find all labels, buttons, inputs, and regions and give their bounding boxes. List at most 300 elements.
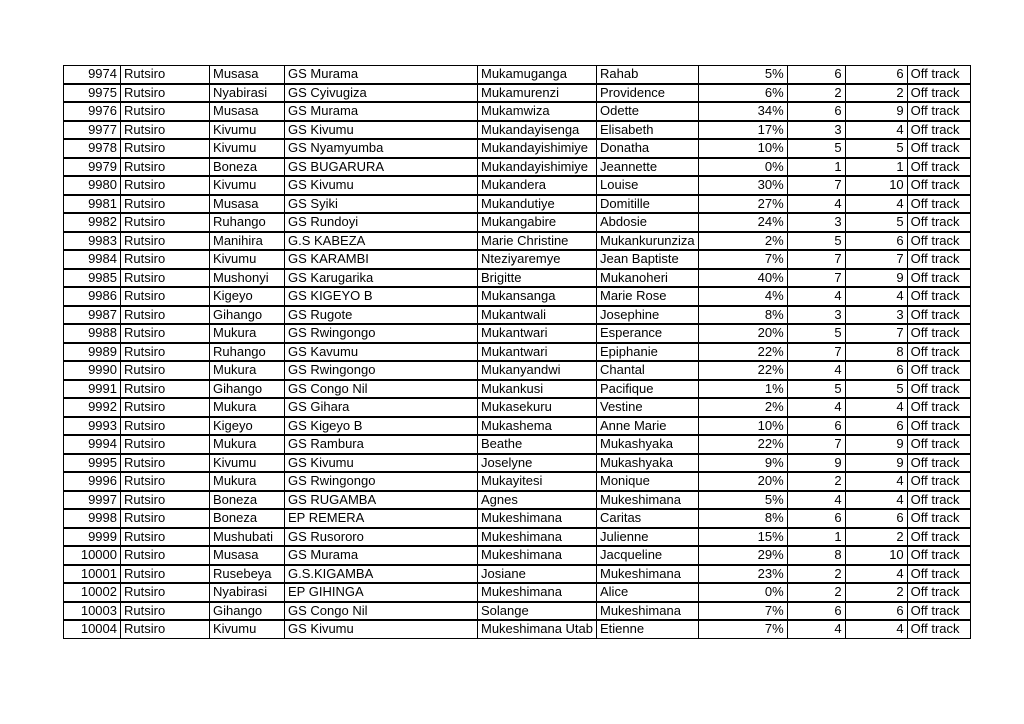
cell-percent: 1% [699,380,788,399]
cell-school: GS KARAMBI [285,250,478,269]
cell-sector: Boneza [210,509,285,528]
cell-name_a: Mukantwali [478,306,597,325]
cell-status: Off track [908,454,971,473]
cell-sector: Ruhango [210,213,285,232]
cell-value_2: 7 [846,250,908,269]
cell-id: 9993 [63,417,121,436]
cell-value_2: 4 [846,195,908,214]
cell-value_1: 2 [788,84,846,103]
cell-district: Rutsiro [121,398,210,417]
cell-school: GS Congo Nil [285,602,478,621]
table-row [63,583,971,602]
cell-percent: 0% [699,583,788,602]
cell-name_b: Vestine [597,398,699,417]
cell-name_a: Mukantwari [478,324,597,343]
cell-sector: Mushonyi [210,269,285,288]
cell-status: Off track [908,472,971,491]
cell-percent: 20% [699,324,788,343]
cell-value_2: 2 [846,528,908,547]
cell-value_1: 5 [788,232,846,251]
cell-sector: Musasa [210,546,285,565]
cell-sector: Manihira [210,232,285,251]
cell-name_b: Odette [597,102,699,121]
cell-district: Rutsiro [121,491,210,510]
cell-district: Rutsiro [121,195,210,214]
cell-value_2: 10 [846,546,908,565]
cell-value_2: 6 [846,602,908,621]
cell-name_b: Anne Marie [597,417,699,436]
table-row [63,398,971,417]
cell-value_1: 6 [788,102,846,121]
cell-school: GS KIGEYO B [285,287,478,306]
cell-status: Off track [908,84,971,103]
cell-id: 10002 [63,583,121,602]
cell-name_b: Etienne [597,620,699,639]
cell-percent: 2% [699,232,788,251]
cell-percent: 7% [699,620,788,639]
cell-value_2: 4 [846,121,908,140]
cell-sector: Mukura [210,361,285,380]
cell-percent: 0% [699,158,788,177]
cell-name_a: Beathe [478,435,597,454]
cell-value_2: 9 [846,435,908,454]
cell-school: GS Kivumu [285,176,478,195]
cell-district: Rutsiro [121,472,210,491]
cell-status: Off track [908,102,971,121]
cell-sector: Gihango [210,306,285,325]
cell-sector: Nyabirasi [210,84,285,103]
cell-id: 9991 [63,380,121,399]
cell-percent: 4% [699,287,788,306]
school-data-table [63,65,971,639]
cell-status: Off track [908,583,971,602]
cell-id: 9984 [63,250,121,269]
cell-value_1: 9 [788,454,846,473]
table-row [63,102,971,121]
cell-value_1: 4 [788,398,846,417]
cell-id: 9997 [63,491,121,510]
table-row [63,250,971,269]
cell-name_a: Mukamwiza [478,102,597,121]
cell-id: 9994 [63,435,121,454]
cell-school: GS Gihara [285,398,478,417]
cell-percent: 27% [699,195,788,214]
cell-name_b: Jean Baptiste [597,250,699,269]
table-row [63,232,971,251]
table-row [63,380,971,399]
cell-name_b: Pacifique [597,380,699,399]
cell-sector: Mukura [210,435,285,454]
cell-status: Off track [908,380,971,399]
cell-percent: 8% [699,306,788,325]
cell-id: 9985 [63,269,121,288]
cell-name_a: Mukandayishimiye [478,158,597,177]
cell-school: GS Karugarika [285,269,478,288]
cell-name_a: Mukantwari [478,343,597,362]
cell-value_1: 4 [788,287,846,306]
cell-status: Off track [908,324,971,343]
cell-name_b: Alice [597,583,699,602]
cell-name_a: Mukandayishimiye [478,139,597,158]
cell-name_a: Brigitte [478,269,597,288]
cell-value_1: 4 [788,620,846,639]
table-row [63,158,971,177]
cell-status: Off track [908,398,971,417]
cell-district: Rutsiro [121,306,210,325]
cell-district: Rutsiro [121,602,210,621]
cell-percent: 15% [699,528,788,547]
cell-status: Off track [908,417,971,436]
cell-name_b: Caritas [597,509,699,528]
cell-value_1: 7 [788,176,846,195]
cell-status: Off track [908,509,971,528]
cell-name_a: Mukeshimana Utab [478,620,597,639]
cell-school: GS Murama [285,546,478,565]
cell-value_1: 8 [788,546,846,565]
cell-percent: 17% [699,121,788,140]
table-row [63,528,971,547]
cell-school: GS Rwingongo [285,472,478,491]
cell-district: Rutsiro [121,435,210,454]
cell-sector: Kigeyo [210,417,285,436]
cell-id: 9981 [63,195,121,214]
cell-value_2: 10 [846,176,908,195]
cell-value_2: 2 [846,84,908,103]
table-row [63,602,971,621]
cell-school: G.S KABEZA [285,232,478,251]
cell-name_b: Mukashyaka [597,435,699,454]
cell-name_b: Monique [597,472,699,491]
cell-percent: 6% [699,84,788,103]
cell-district: Rutsiro [121,528,210,547]
cell-name_a: Mukeshimana [478,509,597,528]
table-row [63,565,971,584]
cell-status: Off track [908,602,971,621]
cell-percent: 29% [699,546,788,565]
cell-name_a: Mukankusi [478,380,597,399]
cell-sector: Rusebeya [210,565,285,584]
cell-status: Off track [908,546,971,565]
table-row [63,472,971,491]
cell-status: Off track [908,287,971,306]
cell-percent: 23% [699,565,788,584]
cell-id: 9982 [63,213,121,232]
cell-district: Rutsiro [121,65,210,84]
cell-district: Rutsiro [121,139,210,158]
table-row [63,195,971,214]
cell-value_2: 4 [846,287,908,306]
cell-sector: Mushubati [210,528,285,547]
cell-sector: Kivumu [210,620,285,639]
cell-value_2: 9 [846,269,908,288]
cell-name_a: Solange [478,602,597,621]
cell-name_b: Mukeshimana [597,491,699,510]
cell-district: Rutsiro [121,269,210,288]
cell-sector: Ruhango [210,343,285,362]
cell-id: 9987 [63,306,121,325]
cell-value_1: 7 [788,435,846,454]
cell-id: 10001 [63,565,121,584]
cell-district: Rutsiro [121,250,210,269]
cell-value_1: 3 [788,306,846,325]
cell-status: Off track [908,361,971,380]
cell-value_2: 7 [846,324,908,343]
cell-status: Off track [908,158,971,177]
cell-value_1: 2 [788,472,846,491]
cell-name_a: Mukashema [478,417,597,436]
cell-school: GS Rundoyi [285,213,478,232]
cell-id: 9978 [63,139,121,158]
cell-name_b: Mukeshimana [597,602,699,621]
cell-value_2: 5 [846,213,908,232]
cell-school: GS Kivumu [285,121,478,140]
cell-value_2: 5 [846,139,908,158]
cell-percent: 10% [699,139,788,158]
cell-name_a: Mukandera [478,176,597,195]
cell-value_1: 6 [788,417,846,436]
cell-sector: Mukura [210,324,285,343]
cell-value_1: 2 [788,583,846,602]
cell-status: Off track [908,139,971,158]
cell-sector: Musasa [210,65,285,84]
table-body [63,65,971,639]
cell-school: GS Kivumu [285,620,478,639]
cell-name_a: Mukandayisenga [478,121,597,140]
cell-value_1: 5 [788,380,846,399]
cell-name_a: Mukayitesi [478,472,597,491]
cell-percent: 22% [699,361,788,380]
cell-status: Off track [908,269,971,288]
cell-name_a: Mukangabire [478,213,597,232]
cell-percent: 24% [699,213,788,232]
cell-district: Rutsiro [121,158,210,177]
cell-status: Off track [908,306,971,325]
cell-school: EP GIHINGA [285,583,478,602]
cell-percent: 30% [699,176,788,195]
cell-status: Off track [908,528,971,547]
cell-district: Rutsiro [121,620,210,639]
cell-value_1: 7 [788,269,846,288]
table-row [63,546,971,565]
cell-value_2: 4 [846,565,908,584]
cell-value_1: 4 [788,195,846,214]
cell-district: Rutsiro [121,380,210,399]
cell-status: Off track [908,491,971,510]
cell-sector: Gihango [210,602,285,621]
cell-id: 10000 [63,546,121,565]
cell-name_b: Marie Rose [597,287,699,306]
cell-school: GS Rusororo [285,528,478,547]
table-row [63,65,971,84]
cell-school: GS Syiki [285,195,478,214]
table-row [63,361,971,380]
cell-value_1: 6 [788,509,846,528]
cell-name_b: Mukeshimana [597,565,699,584]
cell-name_b: Rahab [597,65,699,84]
cell-percent: 20% [699,472,788,491]
cell-id: 9988 [63,324,121,343]
cell-id: 9989 [63,343,121,362]
cell-name_a: Mukeshimana [478,583,597,602]
cell-sector: Kivumu [210,121,285,140]
cell-name_b: Epiphanie [597,343,699,362]
cell-status: Off track [908,565,971,584]
cell-sector: Musasa [210,195,285,214]
cell-percent: 40% [699,269,788,288]
cell-district: Rutsiro [121,454,210,473]
cell-status: Off track [908,232,971,251]
cell-district: Rutsiro [121,509,210,528]
cell-value_2: 2 [846,583,908,602]
cell-name_b: Josephine [597,306,699,325]
cell-name_b: Mukashyaka [597,454,699,473]
cell-percent: 5% [699,65,788,84]
cell-value_2: 6 [846,232,908,251]
cell-value_1: 1 [788,528,846,547]
cell-district: Rutsiro [121,84,210,103]
cell-percent: 22% [699,343,788,362]
cell-value_2: 4 [846,472,908,491]
table-row [63,491,971,510]
cell-sector: Musasa [210,102,285,121]
cell-value_2: 4 [846,620,908,639]
cell-name_a: Mukasekuru [478,398,597,417]
cell-percent: 5% [699,491,788,510]
cell-school: GS Cyivugiza [285,84,478,103]
table-row [63,176,971,195]
cell-name_b: Chantal [597,361,699,380]
cell-district: Rutsiro [121,287,210,306]
cell-value_2: 4 [846,398,908,417]
cell-id: 9990 [63,361,121,380]
cell-school: GS BUGARURA [285,158,478,177]
cell-status: Off track [908,65,971,84]
cell-percent: 9% [699,454,788,473]
cell-status: Off track [908,435,971,454]
cell-status: Off track [908,250,971,269]
table-row [63,324,971,343]
cell-id: 9980 [63,176,121,195]
cell-value_2: 6 [846,417,908,436]
cell-value_1: 4 [788,491,846,510]
cell-id: 9998 [63,509,121,528]
cell-school: GS Rambura [285,435,478,454]
cell-value_1: 5 [788,324,846,343]
cell-value_1: 1 [788,158,846,177]
cell-value_2: 9 [846,454,908,473]
cell-name_b: Domitille [597,195,699,214]
cell-value_2: 3 [846,306,908,325]
cell-name_a: Mukeshimana [478,528,597,547]
cell-percent: 10% [699,417,788,436]
cell-sector: Boneza [210,491,285,510]
table-row [63,269,971,288]
cell-sector: Kigeyo [210,287,285,306]
cell-value_1: 3 [788,121,846,140]
cell-percent: 7% [699,250,788,269]
cell-school: GS Rwingongo [285,324,478,343]
cell-name_b: Donatha [597,139,699,158]
cell-school: GS Kavumu [285,343,478,362]
cell-value_2: 9 [846,102,908,121]
table-row [63,417,971,436]
cell-status: Off track [908,343,971,362]
cell-district: Rutsiro [121,213,210,232]
cell-id: 9977 [63,121,121,140]
cell-district: Rutsiro [121,361,210,380]
cell-name_a: Mukansanga [478,287,597,306]
cell-district: Rutsiro [121,417,210,436]
cell-status: Off track [908,176,971,195]
cell-district: Rutsiro [121,232,210,251]
cell-name_a: Nteziyaremye [478,250,597,269]
cell-name_a: Mukanyandwi [478,361,597,380]
cell-school: GS Rwingongo [285,361,478,380]
cell-value_2: 6 [846,361,908,380]
cell-value_2: 4 [846,491,908,510]
cell-name_a: Marie Christine [478,232,597,251]
cell-percent: 22% [699,435,788,454]
cell-id: 9979 [63,158,121,177]
cell-name_b: Louise [597,176,699,195]
cell-name_a: Josiane [478,565,597,584]
cell-name_a: Joselyne [478,454,597,473]
cell-percent: 8% [699,509,788,528]
cell-percent: 34% [699,102,788,121]
cell-school: GS Murama [285,102,478,121]
cell-name_a: Agnes [478,491,597,510]
table-row [63,509,971,528]
cell-sector: Mukura [210,398,285,417]
cell-id: 10003 [63,602,121,621]
cell-value_1: 3 [788,213,846,232]
cell-school: GS Rugote [285,306,478,325]
cell-school: EP REMERA [285,509,478,528]
cell-value_1: 2 [788,565,846,584]
cell-value_1: 6 [788,65,846,84]
cell-school: GS Nyamyumba [285,139,478,158]
table-row [63,139,971,158]
cell-sector: Mukura [210,472,285,491]
cell-name_b: Mukanoheri [597,269,699,288]
cell-status: Off track [908,620,971,639]
cell-status: Off track [908,213,971,232]
cell-id: 9974 [63,65,121,84]
cell-district: Rutsiro [121,565,210,584]
cell-sector: Nyabirasi [210,583,285,602]
cell-name_b: Jeannette [597,158,699,177]
cell-name_b: Elisabeth [597,121,699,140]
table-row [63,620,971,639]
table-row [63,213,971,232]
cell-sector: Kivumu [210,176,285,195]
cell-school: GS Kivumu [285,454,478,473]
table-row [63,287,971,306]
cell-percent: 2% [699,398,788,417]
cell-district: Rutsiro [121,546,210,565]
table-row [63,343,971,362]
cell-value_2: 1 [846,158,908,177]
cell-district: Rutsiro [121,102,210,121]
cell-id: 10004 [63,620,121,639]
cell-school: GS Murama [285,65,478,84]
cell-name_a: Mukamurenzi [478,84,597,103]
cell-value_2: 6 [846,509,908,528]
cell-district: Rutsiro [121,324,210,343]
cell-name_b: Julienne [597,528,699,547]
cell-name_a: Mukamuganga [478,65,597,84]
cell-name_a: Mukeshimana [478,546,597,565]
